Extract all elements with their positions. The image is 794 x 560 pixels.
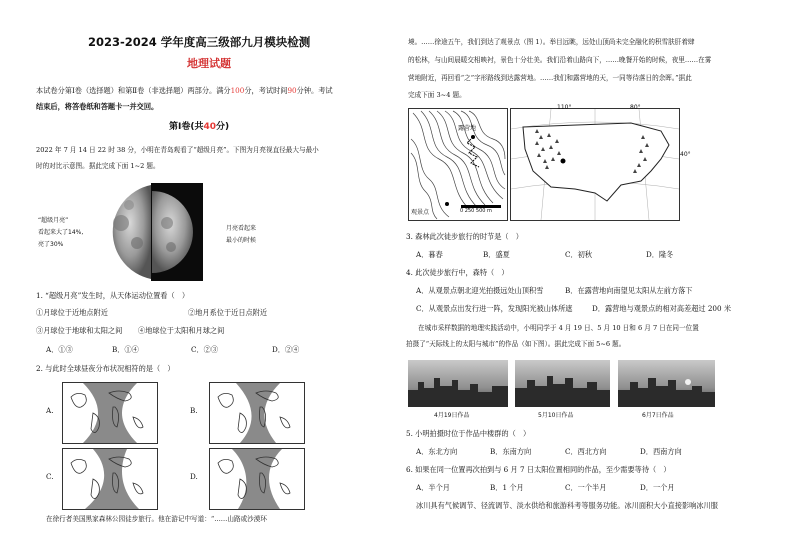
section-heading [169, 123, 229, 132]
q1-item-4: ④地球位于太阳和月球之间 [138, 326, 225, 335]
viewpoint-label: 观景点 [411, 209, 430, 216]
glacier-passage-line1: 冰川具有气候调节、径流调节、淡水供给和旅游科考等服务功能。冰川面积大小直接影响冰川服 [416, 501, 718, 510]
q2-map-b[interactable] [209, 382, 305, 444]
lon-110-label: 110° [557, 104, 572, 111]
section-label: 分) [216, 122, 230, 132]
q4-option-a[interactable]: A．从观景点朝北迎光拍摄远处山顶积雪 [416, 286, 544, 295]
q2-map-d[interactable] [209, 448, 305, 510]
exam-title: 2023-2024 学年度高三级部九月模块检测 [88, 35, 311, 49]
q1-option-d[interactable]: D．②④ [272, 345, 300, 354]
photo-caption-may10: 5月10日作品 [538, 412, 574, 419]
q3-option-b[interactable]: B．盛夏 [483, 250, 510, 259]
photo-caption-jun7: 6月7日作品 [642, 412, 674, 419]
q3-option-d[interactable]: D．隆冬 [646, 250, 674, 259]
full-score: 100 [230, 86, 245, 95]
us-map [510, 108, 680, 221]
q3-stem: 3. 森林此次徒步旅行的时节是（ ） [406, 232, 523, 241]
moon-label-small-1: 月亮看起来 [226, 225, 257, 232]
q6-option-a[interactable]: A．半个月 [416, 483, 450, 492]
scale-label: 0 250 500 m [460, 208, 492, 214]
moon-label-big-3: 亮了30% [38, 241, 64, 248]
q2-option-d-label[interactable]: D. [190, 472, 198, 481]
q4-option-d[interactable]: D．露营地与观景点的相对高差超过 200 米 [592, 304, 732, 313]
q2-option-c-label[interactable]: C. [46, 472, 54, 481]
trail-passage-start: 在徐行者美国黑家森林公园徒步旅行。他在游记中写道：“……山路或沙漠环 [46, 515, 267, 523]
q4-option-b[interactable]: B．在露营地向南望见太阳从左前方落下 [565, 286, 693, 295]
q2-map-a[interactable] [62, 382, 158, 444]
photo-may10 [515, 360, 610, 407]
instructions-line2: 结束后，将答卷纸和答题卡一并交回。 [36, 102, 159, 111]
photo-apr19 [408, 360, 508, 407]
q5-option-a[interactable]: A．东北方向 [416, 447, 458, 456]
q1-option-c[interactable]: C．②③ [191, 345, 219, 354]
q1-item-1: ①月球位于近地点附近 [36, 308, 108, 317]
q6-option-d[interactable]: D．一个月 [640, 483, 675, 492]
q6-stem: 6. 如果在同一位置再次拍到与 6 月 7 日太阳位置相同的作品，至少需要等待（ ） [406, 465, 671, 474]
camp-label: 露营地 [458, 125, 477, 132]
instr-text: 本试卷分第Ⅰ卷（选择题）和第Ⅱ卷（非选择题）两部分。满分 [36, 86, 231, 95]
q6-option-b[interactable]: B．1 个月 [490, 483, 524, 492]
moon-intro-line1: 2022 年 7 月 14 日 22 时 38 分，小明在青岛观看了“超级月亮”。下图为月亮视直径最大与最小 [36, 146, 319, 154]
q2-option-b-label[interactable]: B. [190, 406, 198, 415]
q1-item-2: ②地月系位于近日点附近 [188, 308, 268, 317]
q2-option-a-label[interactable]: A. [46, 406, 54, 415]
exam-time: 90 [287, 86, 297, 95]
q3-option-c[interactable]: C．初秋 [565, 250, 593, 259]
q1-option-b[interactable]: B．①④ [112, 345, 139, 354]
q1-stem: 1. “超级月亮”发生时，从天体运动位置看（ ） [36, 291, 190, 300]
q5-option-c[interactable]: C．西北方向 [565, 447, 607, 456]
instructions-line1 [36, 86, 333, 95]
lat-40-label: 40° [680, 151, 691, 158]
trail-passage-line4: 完成下面 3~4 题。 [408, 91, 466, 99]
q5-option-d[interactable]: D．西南方向 [640, 447, 682, 456]
photo-jun7 [618, 360, 715, 407]
section-label: 第Ⅰ卷(共 [169, 122, 204, 132]
q6-option-c[interactable]: C．一个半月 [565, 483, 607, 492]
photo-passage-line2: 拍摄了“天际线上的太阳与城市”的作品（如下图）。据此完成下面 5~6 题。 [406, 340, 626, 348]
instr-text: 分钟。考试 [296, 86, 333, 95]
photo-passage-line1: 在城市采样数据的地理实践活动中，小明同学于 4 月 19 日、5 月 10 日和 6 月 7 日在同一位置 [418, 324, 699, 332]
exam-subtitle: 地理试题 [187, 57, 231, 70]
q4-option-c[interactable]: C．从观景点出发行进一阵，发现阳光被山体所遮 [416, 304, 573, 313]
moon-label-big-2: 看起来大了14%, [38, 229, 84, 236]
trail-passage-line1: 境。……徐途五午，我们到达了观景点（图 1）。举目远眺，远处山顶尚未完全融化的积雪肤肝着肆 [408, 38, 695, 46]
q2-map-c[interactable] [62, 448, 158, 510]
lon-80-label: 80° [630, 104, 641, 111]
q5-option-b[interactable]: B．东南方向 [490, 447, 532, 456]
photo-caption-apr19: 4月19日作品 [434, 412, 470, 419]
q1-item-3: ③月球位于地球和太阳之间 [36, 326, 123, 335]
moon-label-big-1: “超级月亮” [38, 217, 69, 224]
instr-text: 分，考试时间 [244, 86, 288, 95]
trail-passage-line2: 的松林，与山间晨暖交相映衬，景色十分壮美。我们沿着山路向下，……晚餐开始的时候，夜里……在雾 [408, 56, 712, 64]
q1-option-a[interactable]: A．①③ [46, 345, 73, 354]
moon-intro-line2: 时的对比示意图。据此完成下面 1~2 题。 [36, 162, 160, 170]
trail-passage-line3: 营地附近，再回看“之”字形路线到达露营地。……我们和露营地的天，一同等待落日的余晖。”据此 [408, 74, 692, 82]
moon-label-small-2: 最小的时候 [226, 237, 257, 244]
q4-stem: 4. 此次徒步旅行中，森特（ ） [406, 268, 509, 277]
section-points: 40 [203, 122, 216, 132]
q3-option-a[interactable]: A．暮春 [416, 250, 443, 259]
q5-stem: 5. 小明拍摄时位于作品中楼群的（ ） [406, 429, 531, 438]
q2-stem: 2. 与此时全球昼夜分布状况相符的是（ ） [36, 364, 175, 373]
